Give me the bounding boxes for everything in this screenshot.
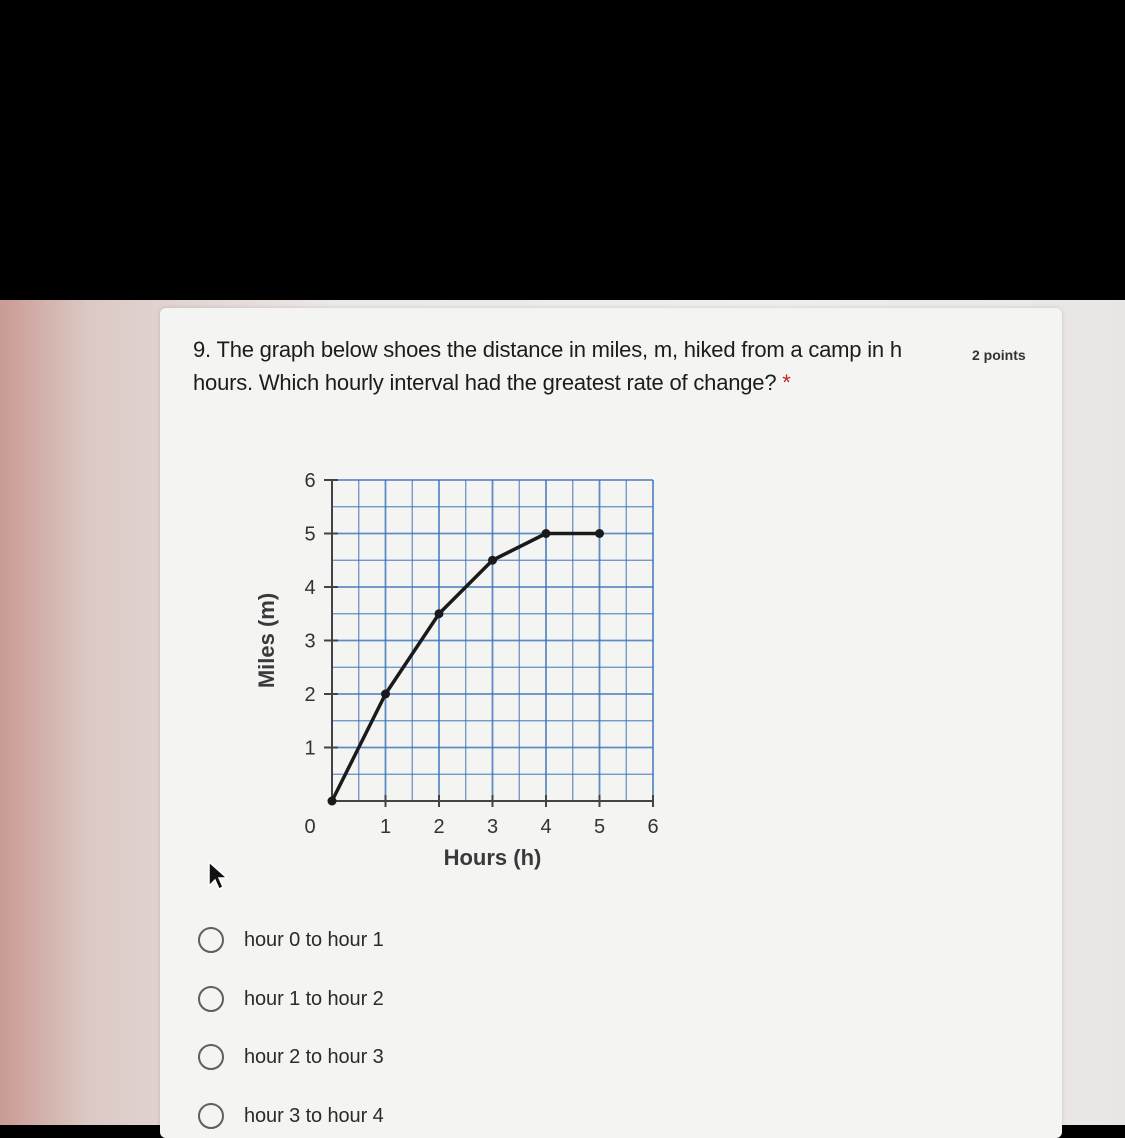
option-hour-1-to-2[interactable]: [195, 979, 595, 1019]
option-label: hour 3 to hour 4: [244, 1104, 384, 1127]
x-tick-label: 0: [304, 816, 316, 838]
y-tick-label: 4: [304, 577, 316, 599]
radio-button[interactable]: [198, 1103, 224, 1129]
question-text: [193, 333, 953, 399]
radio-button[interactable]: [198, 927, 224, 953]
data-point: [381, 690, 390, 699]
option-label: hour 2 to hour 3: [244, 1045, 384, 1068]
option-label: hour 1 to hour 2: [244, 987, 384, 1010]
x-tick-label: 5: [593, 816, 606, 838]
question-body: 9. The graph below shoes the distance in miles, m, hiked from a camp in h hours. Which hourly interval had the greatest rate of change?: [193, 337, 902, 395]
graph-image: [240, 450, 710, 880]
mouse-pointer-icon: [206, 860, 232, 897]
data-point: [328, 797, 337, 806]
y-tick-label: 2: [304, 684, 316, 706]
y-tick-label: 1: [304, 737, 316, 760]
radio-button[interactable]: [198, 1044, 224, 1070]
points-label: 2 points: [972, 347, 1026, 363]
radio-button[interactable]: [198, 986, 224, 1012]
distance-time-chart: [240, 450, 710, 880]
x-tick-label: 6: [647, 816, 659, 838]
y-axis-label: Miles (m): [254, 592, 279, 689]
data-point: [595, 529, 604, 538]
option-hour-2-to-3[interactable]: [195, 1037, 595, 1077]
option-hour-0-to-1[interactable]: [195, 920, 595, 960]
data-point: [542, 529, 551, 538]
x-tick-label: 4: [540, 816, 552, 838]
y-tick-label: 3: [304, 630, 316, 653]
required-asterisk: *: [782, 370, 791, 395]
x-axis-label: Hours (h): [443, 845, 542, 870]
x-tick-label: 3: [486, 816, 499, 838]
data-point: [488, 556, 497, 565]
x-tick-label: 1: [379, 816, 392, 838]
x-tick-label: 2: [433, 816, 445, 838]
data-point: [435, 609, 444, 618]
option-hour-3-to-4[interactable]: [195, 1096, 595, 1136]
y-tick-label: 6: [304, 470, 316, 492]
y-tick-label: 5: [304, 523, 316, 546]
option-label: hour 0 to hour 1: [244, 928, 384, 951]
